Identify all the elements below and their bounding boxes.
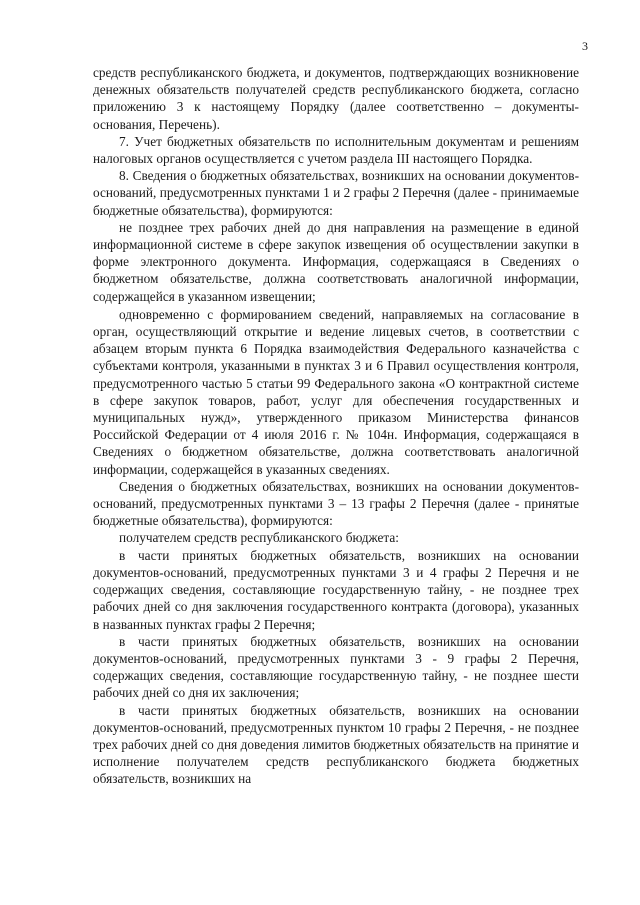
page-number: 3 (582, 39, 588, 53)
paragraph: в части принятых бюджетных обязательств, возникших на основании документов-оснований, предусмотренных пунктами 3 - 9 графы 2 Перечня, содержащих сведения, составляющие государственную тайну, - не позднее шести рабочих дней со дня их заключения; (93, 633, 579, 701)
paragraph: не позднее трех рабочих дней до дня направления на размещение в единой информационной системе в сфере закупок извещения об осуществлении закупки в форме электронного документа. Информация, содержащаяся в Сведениях о бюджетном обязательстве, должна соответствовать аналогичной информации, содержащейся в указанном извещении; (93, 219, 579, 304)
document-body (93, 64, 579, 788)
paragraph: 8. Сведения о бюджетных обязательствах, возникших на основании документов-оснований, предусмотренных пунктами 1 и 2 графы 2 Перечня (далее - принимаемые бюджетные обязательства), формируются: (93, 168, 579, 218)
paragraph: средств республиканского бюджета, и документов, подтверждающих возникновение денежных обязательств получателей средств республиканского бюджета, согласно приложению 3 к настоящему Порядку (далее соответственно – документы-основания, Перечень). (93, 65, 579, 132)
paragraph: 7. Учет бюджетных обязательств по исполнительным документам и решениям налоговых органов осуществляется с учетом раздела III настоящего Порядка. (93, 133, 579, 167)
paragraph: в части принятых бюджетных обязательств, возникших на основании документов-оснований, предусмотренных пунктами 3 и 4 графы 2 Перечня и не содержащих сведения, составляющие государственную тайну, - не позднее трех рабочих дней со дня заключения государственного контракта (договора), указанных в названных пунктах графы 2 Перечня; (93, 547, 579, 632)
paragraph: в части принятых бюджетных обязательств, возникших на основании документов-оснований, предусмотренных пунктом 10 графы 2 Перечня, - не позднее трех рабочих дней со дня доведения лимитов бюджетных обязательств на принятие и исполнение получателем средств республиканского бюджета бюджетных обязательств, возникших на (93, 702, 579, 787)
paragraph: одновременно с формированием сведений, направляемых на согласование в орган, осуществляющий открытие и ведение лицевых счетов, в соответствии с абзацем вторым пункта 6 Порядка взаимодействия Федерального казначейства с субъектами контроля, указанными в пунктах 3 и 6 Правил осуществления контроля, предусмотренного частью 5 статьи 99 Федерального закона «О контрактной системе в сфере закупок товаров, работ, услуг для обеспечения государственных и муниципальных нужд», утвержденного приказом Министерства финансов Российской Федерации от 4 июля 2016 г. № 104н. Информация, содержащаяся в Сведениях о бюджетном обязательстве, должна соответствовать аналогичной информации, содержащейся в указанных сведениях. (93, 306, 579, 477)
paragraph: получателем средств республиканского бюджета: (119, 530, 399, 546)
paragraph: Сведения о бюджетных обязательствах, возникших на основании документов-оснований, предусмотренных пунктами 3 – 13 графы 2 Перечня (далее - принятые бюджетные обязательства), формируются: (93, 478, 579, 529)
